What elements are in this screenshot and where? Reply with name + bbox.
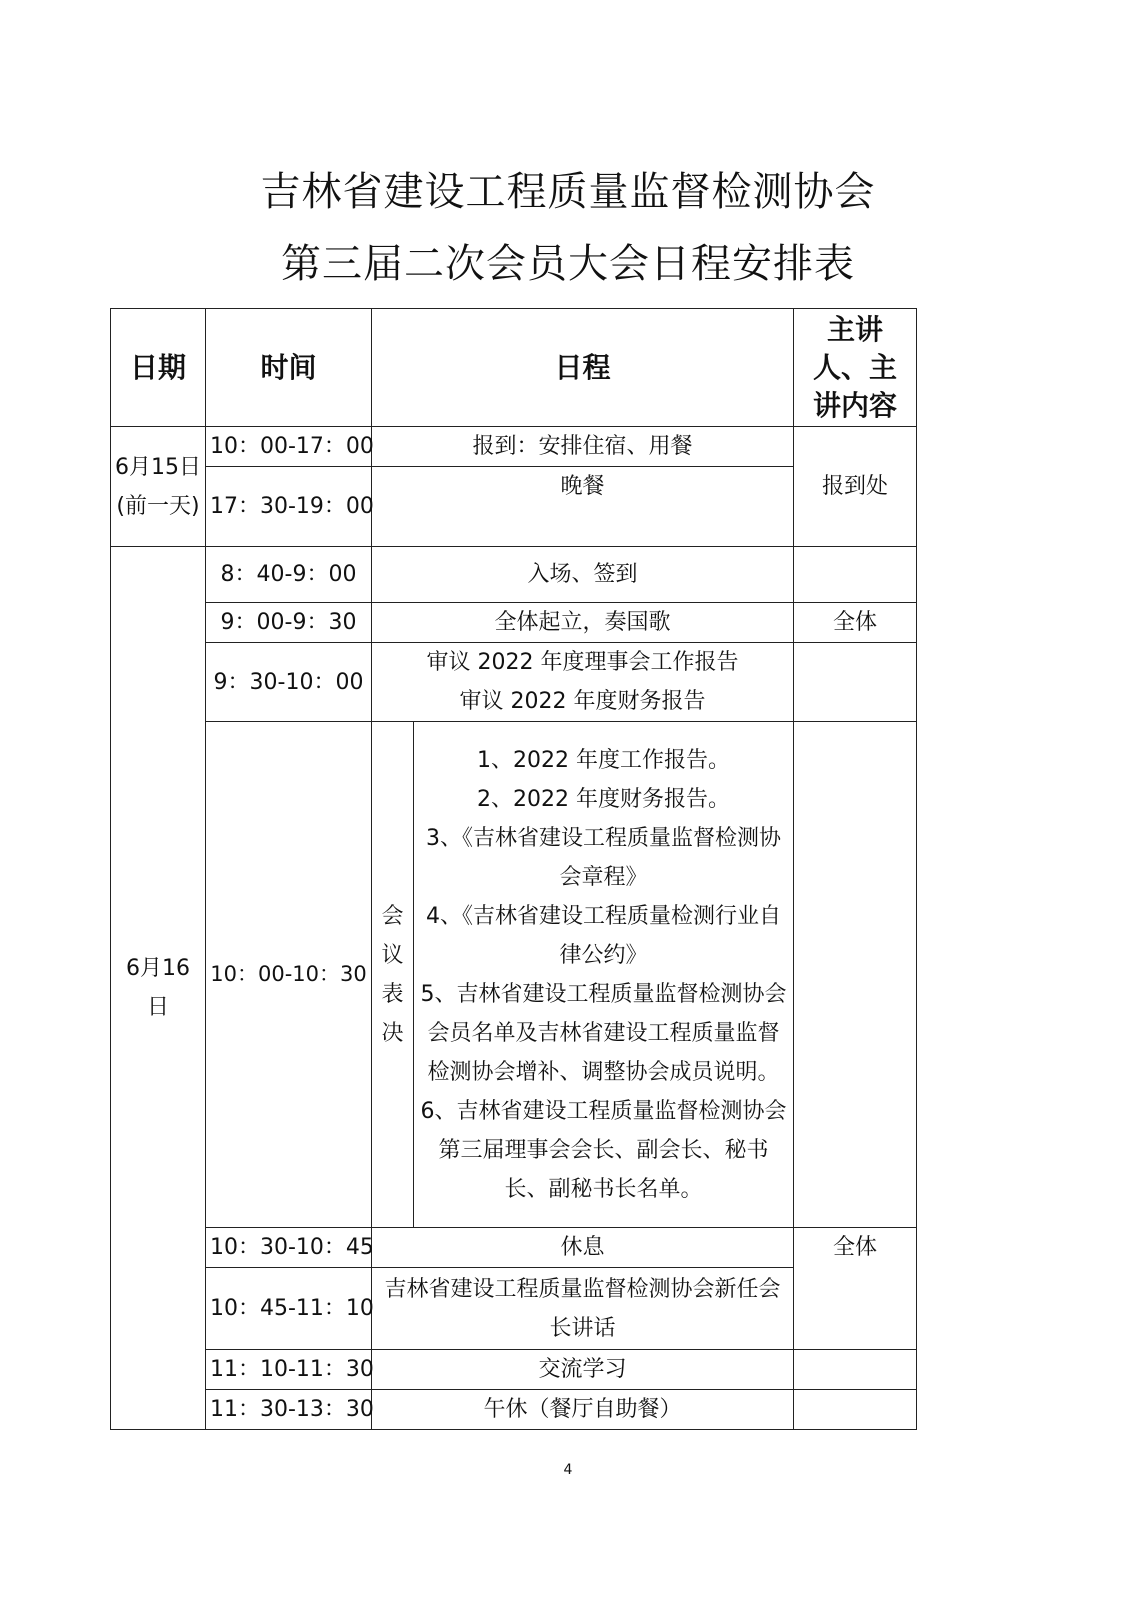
agenda-cell: 午休（餐厅自助餐）: [372, 1390, 794, 1430]
vote-label: 会议表决: [372, 722, 414, 1228]
header-date: 日期: [111, 309, 206, 427]
agenda-cell: [372, 643, 794, 722]
vote-item: 5、吉林省建设工程质量监督检测协会会员名单及吉林省建设工程质量监督检测协会增补、调整协会成员说明。: [420, 981, 787, 1085]
agenda-line: 审议 2022 年度理事会工作报告: [426, 650, 739, 675]
vote-item: 4、《吉林省建设工程质量检测行业自律公约》: [426, 903, 781, 968]
table-row: [111, 603, 917, 643]
date-cell-day1: 6月15日(前一天): [111, 427, 206, 547]
speaker-cell: [794, 547, 917, 603]
speaker-cell: [794, 643, 917, 722]
table-row: [111, 1228, 917, 1268]
vote-item: 2、2022 年度财务报告。: [477, 786, 730, 812]
time-cell: 11：30-13：30: [206, 1390, 372, 1430]
table-row: [111, 547, 917, 603]
agenda-cell: 交流学习: [372, 1350, 794, 1390]
time-cell: 10：00-10：30: [206, 722, 372, 1228]
schedule-table: [110, 308, 917, 1430]
time-cell: 17：30-19：00: [206, 467, 372, 547]
agenda-cell: 吉林省建设工程质量监督检测协会新任会长讲话: [372, 1268, 794, 1350]
time-cell: 10：30-10：45: [206, 1228, 372, 1268]
table-row: [111, 1390, 917, 1430]
speaker-cell: [794, 722, 917, 1228]
vote-items: [414, 722, 794, 1228]
agenda-cell: 全体起立，奏国歌: [372, 603, 794, 643]
table-row: [111, 427, 917, 467]
speaker-cell: 全体: [794, 1228, 917, 1350]
time-cell: 9：30-10：00: [206, 643, 372, 722]
time-cell: 10：00-17：00: [206, 427, 372, 467]
header-time: 时间: [206, 309, 372, 427]
speaker-cell: 全体: [794, 603, 917, 643]
table-row-vote: [111, 722, 917, 1228]
agenda-cell: 晚餐: [372, 467, 794, 547]
agenda-cell: 报到：安排住宿、用餐: [372, 427, 794, 467]
speaker-cell: [794, 1350, 917, 1390]
time-cell: 11：10-11：30: [206, 1350, 372, 1390]
time-cell: 8：40-9：00: [206, 547, 372, 603]
title-line-1: 吉林省建设工程质量监督检测协会: [260, 169, 876, 215]
speaker-cell-day1: 报到处: [794, 427, 917, 547]
date-cell-day2: 6月16日: [111, 547, 206, 1430]
vote-item: 1、2022 年度工作报告。: [477, 747, 730, 773]
header-row: [111, 309, 917, 427]
speaker-cell: [794, 1390, 917, 1430]
vote-item: 6、吉林省建设工程质量监督检测协会第三届理事会会长、副会长、秘书长、副秘书长名单。: [420, 1098, 787, 1202]
time-cell: 9：00-9：30: [206, 603, 372, 643]
page-number: 4: [563, 1462, 573, 1478]
agenda-line: 审议 2022 年度财务报告: [459, 689, 706, 714]
title-line-2: 第三届二次会员大会日程安排表: [281, 241, 855, 287]
agenda-cell: 休息: [372, 1228, 794, 1268]
vote-item: 3、《吉林省建设工程质量监督检测协会章程》: [426, 825, 781, 890]
header-speaker: 主讲人、主讲内容: [794, 309, 917, 427]
table-row: [111, 1350, 917, 1390]
time-cell: 10：45-11：10: [206, 1268, 372, 1350]
agenda-cell: 入场、签到: [372, 547, 794, 603]
header-agenda: 日程: [372, 309, 794, 427]
table-row: [111, 643, 917, 722]
